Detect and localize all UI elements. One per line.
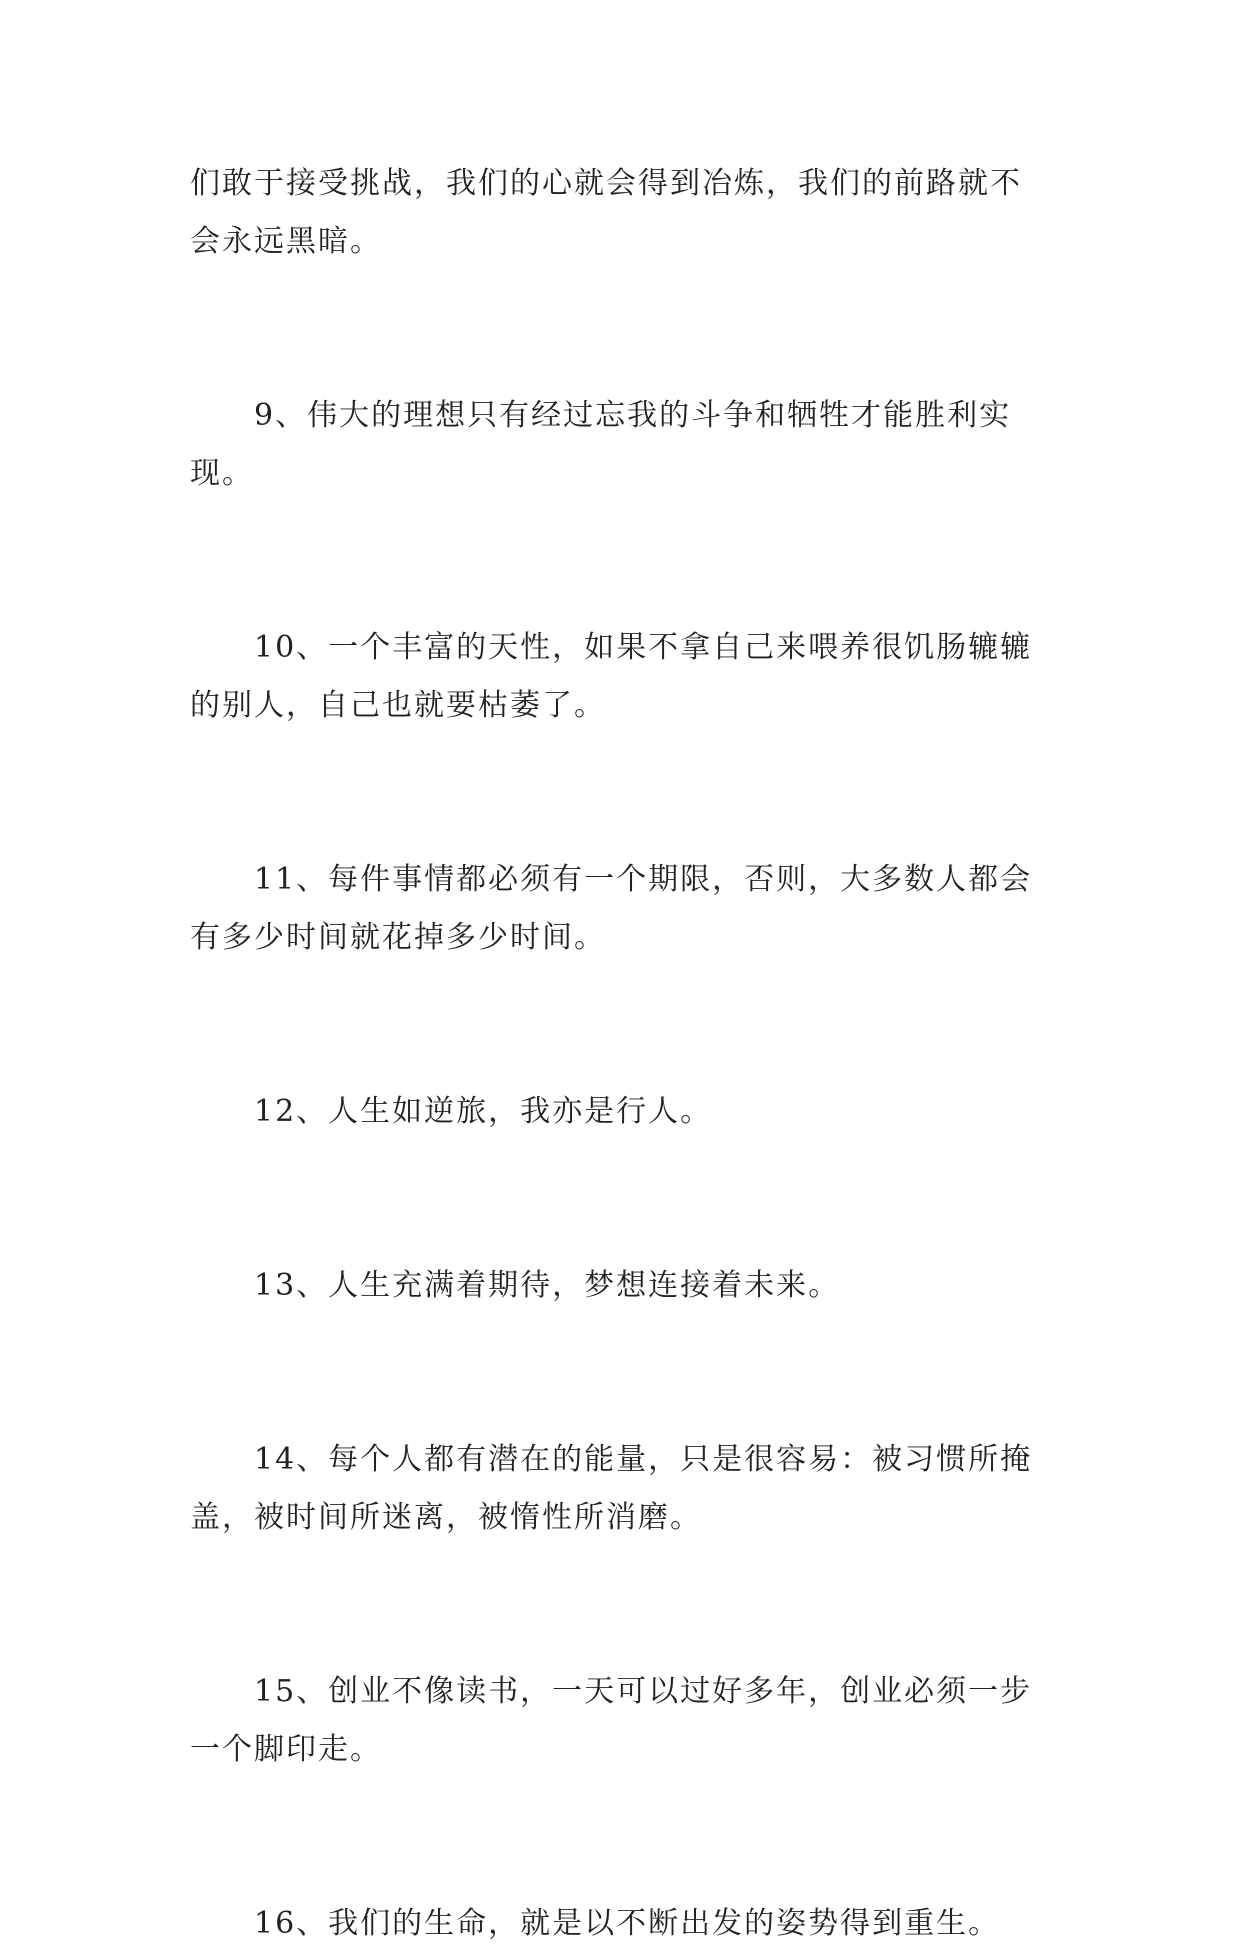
paragraph-item-13: 13、人生充满着期待，梦想连接着未来。 [254,1268,841,1303]
document-body [190,155,1050,1953]
paragraph-item-14: 14、每个人都有潜在的能量，只是很容易：被习惯所掩盖，被时间所迷离，被惰性所消磨。 [190,1442,1033,1535]
paragraph-item-16: 16、我们的生命，就是以不断出发的姿势得到重生。 [254,1906,1001,1941]
paragraph-continuation: 们敢于接受挑战，我们的心就会得到冶炼，我们的前路就不会永远黑暗。 [190,166,1022,259]
paragraph-item-11: 11、每件事情都必须有一个期限，否则，大多数人都会有多少时间就花掉多少时间。 [190,862,1033,955]
paragraph-item-12: 12、人生如逆旅，我亦是行人。 [254,1094,713,1129]
paragraph-item-9: 9、伟大的理想只有经过忘我的斗争和牺牲才能胜利实现。 [190,398,1012,491]
paragraph-item-15: 15、创业不像读书，一天可以过好多年，创业必须一步一个脚印走。 [190,1674,1033,1767]
paragraph-item-10: 10、一个丰富的天性，如果不拿自己来喂养很饥肠辘辘的别人，自己也就要枯萎了。 [190,630,1033,723]
